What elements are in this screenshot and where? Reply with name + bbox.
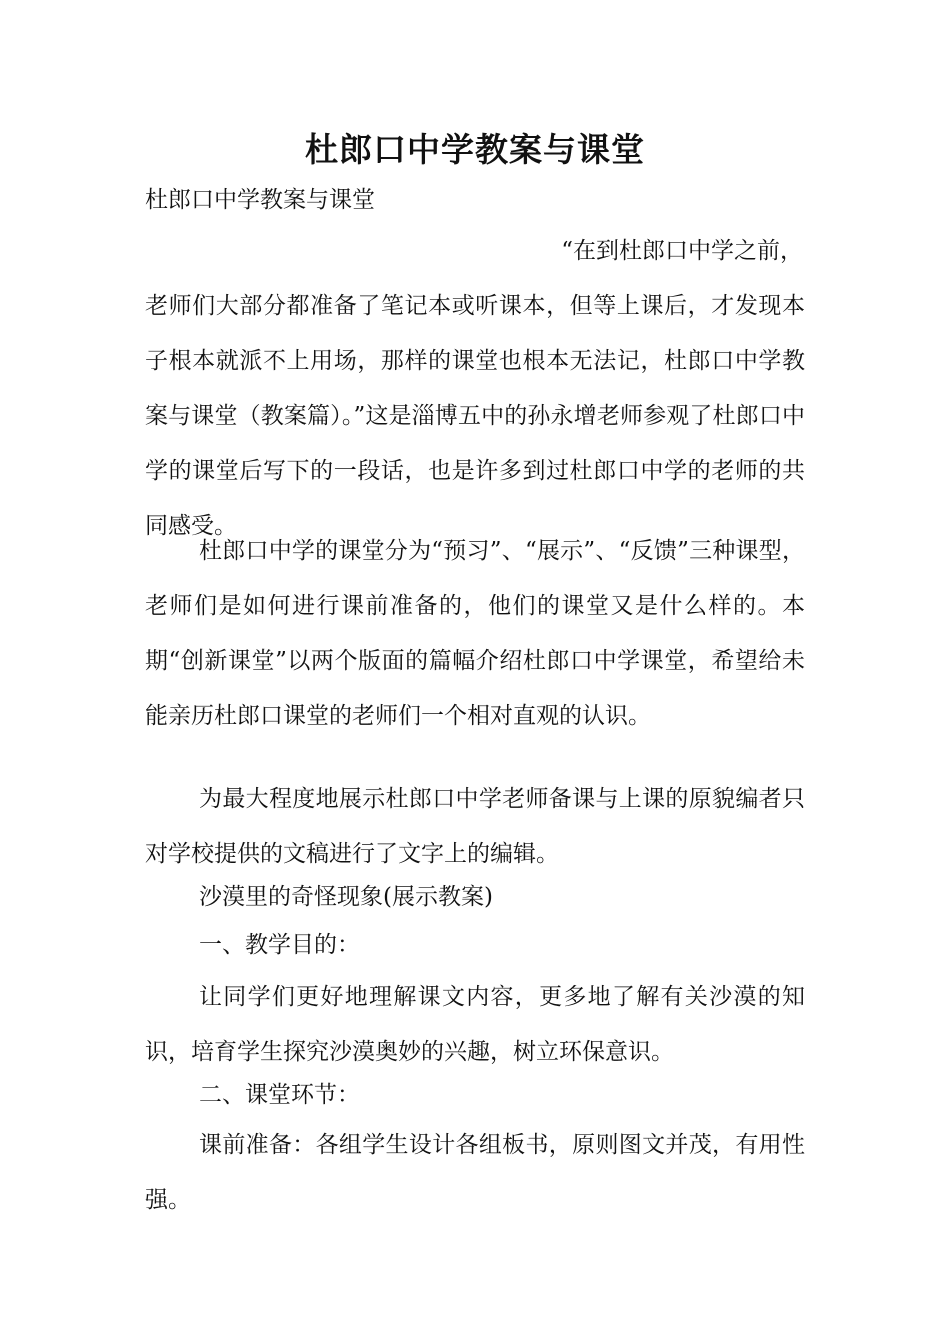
quote-opening-line: “在到杜郎口中学之前， (561, 238, 803, 264)
lesson-plan-heading: 沙漠里的奇怪现象(展示教案) (199, 884, 493, 910)
paragraph-objectives: 让同学们更好地理解课文内容，更多地了解有关沙漠的知识，培育学生探究沙漠奥妙的兴趣，树立环保意识。 (145, 984, 805, 1065)
paragraph-lesson-types: 杜郎口中学的课堂分为“预习”、“展示”、“反馈”三种课型，老师们是如何进行课前准备的，他们的课堂又是什么样的。本期“创新课堂”以两个版面的篇幅介绍杜郎口中学课堂，希望给未能亲历杜郎口课堂的老师们一个相对直观的认识。 (145, 538, 805, 729)
section-heading-class-steps: 二、课堂环节： (199, 1082, 360, 1108)
section-heading-objectives: 一、教学目的： (199, 932, 360, 958)
paragraph-intro-quote (145, 224, 805, 554)
quote-continuation: 老师们大部分都准备了笔记本或听课本，但等上课后，才发现本子根本就派不上用场，那样的课堂也根本无法记，杜郎口中学教案与课堂（教案篇）。”这是淄博五中的孙永增老师参观了杜郎口中学的课堂后写下的一段话，也是许多到过杜郎口中学的老师的共同感受。 (145, 293, 805, 539)
paragraph-preparation: 课前准备：各组学生设计各组板书，原则图文并茂，有用性强。 (145, 1132, 805, 1213)
paragraph-editor-note: 为最大程度地展示杜郎口中学老师备课与上课的原貌编者只对学校提供的文稿进行了文字上的编辑。 (145, 786, 805, 867)
document-subtitle: 杜郎口中学教案与课堂 (145, 187, 375, 213)
document-title: 杜郎口中学教案与课堂 (305, 130, 645, 169)
